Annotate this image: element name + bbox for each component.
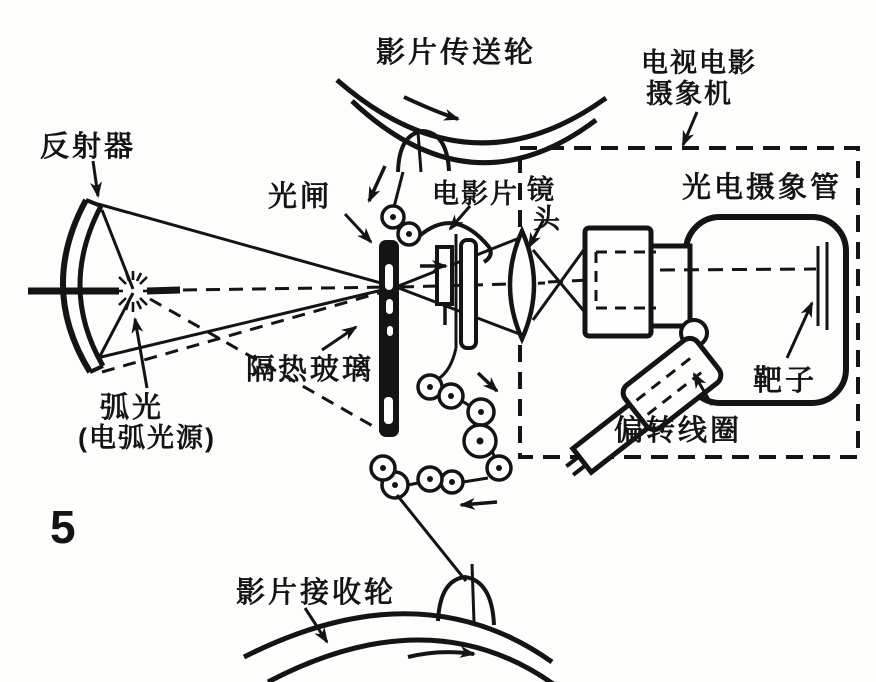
label-tv-film-camera-line2: 摄象机 <box>646 79 733 109</box>
label-heat-insulating-glass: 隔热玻璃 <box>246 354 375 386</box>
label-film-takeup-wheel: 影片接收轮 <box>236 577 397 609</box>
label-photoelectric-camera-tube: 光电摄象管 <box>682 172 843 204</box>
shutter-slot-3 <box>387 326 393 336</box>
label-arc-light-line1: 弧光 <box>100 392 165 424</box>
label-target: 靶子 <box>753 365 818 397</box>
label-reflector: 反射器 <box>40 131 137 163</box>
film-gate-channel <box>461 240 476 348</box>
label-lens-line1: 镜 <box>527 175 556 205</box>
film-strand-in-takeup-loop <box>472 564 474 622</box>
shutter-slot-4 <box>384 397 393 424</box>
heat-glass-plate <box>437 247 452 304</box>
shutter-slot-1 <box>385 264 393 290</box>
label-film-feed-wheel: 影片传送轮 <box>376 37 537 69</box>
label-movie-film: 电影片 <box>432 179 519 209</box>
label-deflection-coil: 偏转线圈 <box>614 415 743 447</box>
label-light-gate: 光闸 <box>268 181 333 213</box>
label-arc-light-line2: (电弧光源) <box>78 423 216 453</box>
label-lens-line2: 头 <box>533 204 562 234</box>
camera-coupling-block <box>650 246 690 326</box>
shutter-slot-2 <box>386 299 393 314</box>
label-tv-film-camera-line1: 电视电影 <box>641 48 757 78</box>
figure-number: 5 <box>50 501 76 553</box>
